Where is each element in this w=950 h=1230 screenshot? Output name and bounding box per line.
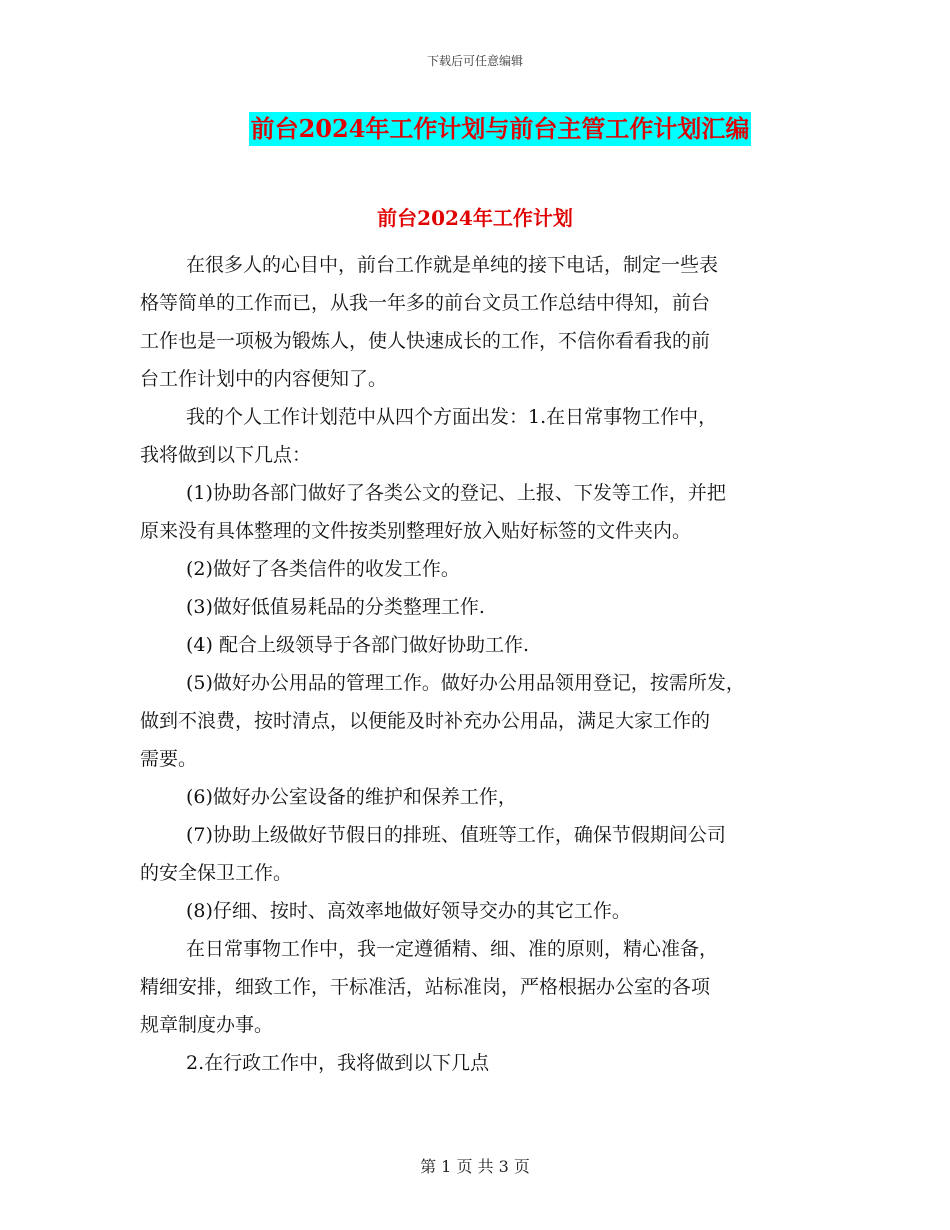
body-line: 在日常事物工作中，我一定遵循精、细、准的原则，精心准备，	[186, 938, 719, 960]
body-line: (6)做好办公室设备的维护和保养工作，	[186, 786, 517, 808]
body-line: (7)协助上级做好节假日的排班、值班等工作，确保节假期间公司	[186, 824, 726, 846]
body-line: 规章制度办事。	[140, 1014, 274, 1036]
body-line: 在很多人的心目中，前台工作就是单纯的接下电话，制定一些表	[186, 254, 719, 276]
document-body	[140, 246, 820, 1082]
body-line: (8)仔细、按时、高效率地做好领导交办的其它工作。	[186, 900, 631, 922]
body-line: (1)协助各部门做好了各类公文的登记、上报、下发等工作，并把	[186, 482, 726, 504]
document-title: 前台2024年工作计划与前台主管工作计划汇编	[249, 112, 752, 146]
body-line: 2.在行政工作中，我将做到以下几点	[186, 1052, 490, 1074]
body-line: (2)做好了各类信件的收发工作。	[186, 558, 460, 580]
body-line: 需要。	[140, 748, 198, 770]
body-line: 的安全保卫工作。	[140, 862, 293, 884]
header-note: 下载后可任意编辑	[426, 54, 523, 68]
body-line: 台工作计划中的内容便知了。	[140, 368, 388, 390]
body-line: (5)做好办公用品的管理工作。做好办公用品领用登记，按需所发，	[186, 672, 745, 694]
body-line: 我的个人工作计划范中从四个方面出发：1.在日常事物工作中，	[186, 406, 718, 428]
body-line: 原来没有具体整理的文件按类别整理好放入贴好标签的文件夹内。	[140, 520, 692, 542]
body-line: (3)做好低值易耗品的分类整理工作.	[186, 596, 485, 618]
page-footer: 第 1 页 共 3 页	[420, 1157, 530, 1176]
section-title: 前台2024年工作计划	[377, 206, 573, 230]
body-line: 工作也是一项极为锻炼人，使人快速成长的工作，不信你看看我的前	[140, 330, 711, 352]
body-line: 精细安排，细致工作，干标准活，站标准岗，严格根据办公室的各项	[140, 976, 711, 998]
body-line: 格等简单的工作而已，从我一年多的前台文员工作总结中得知，前台	[140, 292, 711, 314]
body-line: (4) 配合上级领导于各部门做好协助工作.	[186, 634, 529, 656]
main-title-container	[0, 112, 950, 146]
body-line: 做到不浪费，按时清点，以便能及时补充办公用品，满足大家工作的	[140, 710, 711, 732]
body-line: 我将做到以下几点：	[140, 444, 312, 466]
